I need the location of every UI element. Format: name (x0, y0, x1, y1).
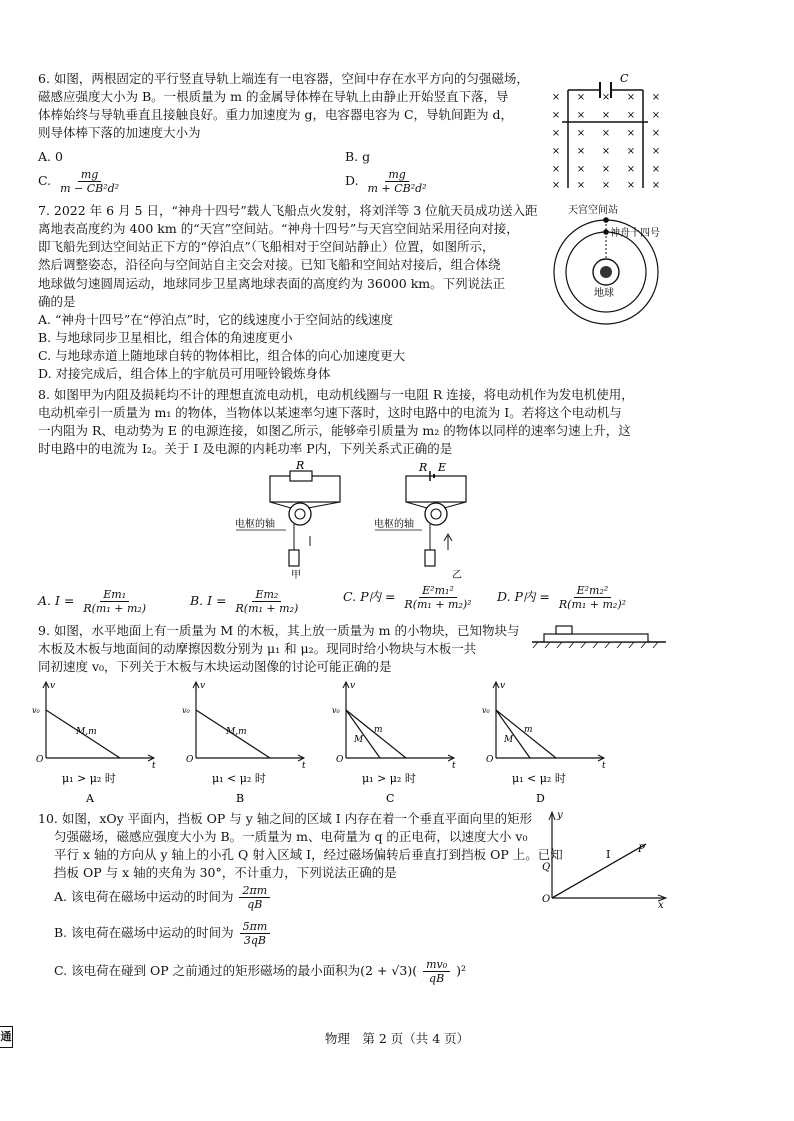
field-cross-icon: × (626, 164, 636, 175)
q6-option-d-den: m + CB²d² (367, 182, 427, 196)
field-cross-icon: × (601, 92, 611, 103)
q7-line-2: 离地表高度约为 400 km 的“天宫”空间站。“神舟十四号”与天宫空间站采用径向对接， (38, 221, 519, 237)
graph-condition: μ₁ > μ₂ 时 (62, 772, 116, 785)
field-cross-icon: × (551, 180, 561, 191)
q9-line-2: 木板及木板与地面间的动摩擦因数分别为 μ₁ 和 μ₂。现同时给小物块与木板一共 (38, 641, 477, 657)
q8-option-c-prefix: C. P内 = (343, 589, 396, 605)
q10-option-c (54, 958, 466, 985)
q6-option-c (38, 168, 124, 195)
v0-label: v₀ (32, 706, 40, 715)
graph-letter: A (86, 792, 94, 805)
graph-letter: C (386, 792, 395, 805)
q10-option-a-prefix: A. 该电荷在磁场中运动的时间为 (54, 889, 234, 905)
q6-option-c-num: mg (78, 168, 101, 182)
q8-option-a-prefix: A. I = (38, 593, 75, 609)
curve-label: M,m (76, 727, 97, 737)
t-axis-label: t (452, 761, 456, 771)
t-axis-label: t (302, 761, 306, 771)
q9-line-3: 同初速度 v₀，下列关于木板与木块运动图像的讨论可能正确的是 (38, 659, 392, 675)
q10-option-c-prefix: C. 该电荷在碰到 OP 之前通过的矩形磁场的最小面积为(2 + √3)( (54, 963, 418, 979)
q8-figure-yi (372, 462, 492, 582)
q10-option-a-num: 2πm (239, 884, 270, 898)
q9-board (544, 634, 648, 642)
q6-option-a: A. 0 (38, 149, 63, 164)
q10-line-1: 10. 如图，xOy 平面内，挡板 OP 与 y 轴之间的区域 I 内存在着一个垂直平面向里的矩形 (38, 811, 533, 826)
q6-line-3: 体棒始终与导轨垂直且接触良好。重力加速度为 g，电容器电容为 C，导轨间距为 d， (38, 107, 513, 123)
q8-option-d (497, 584, 631, 611)
origin-label: O (36, 755, 44, 765)
q8-option-b-num: Em₂ (252, 588, 281, 602)
field-cross-icon: × (576, 92, 586, 103)
q8-yi-r-label: R (419, 461, 428, 474)
q10-p-label: P (638, 844, 645, 855)
field-cross-icon: × (601, 110, 611, 121)
field-cross-icon: × (651, 146, 661, 157)
q8-line-1: 8. 如图甲为内阻及损耗均不计的理想直流电动机，电动机线圈与一电阻 R 连接，将电动机作为发电机使用， (38, 387, 634, 402)
question-6 (38, 70, 529, 143)
q8-option-c-num: E²m₁² (419, 584, 457, 598)
field-cross-icon: × (601, 164, 611, 175)
field-cross-icon: × (601, 146, 611, 157)
graph-letter: B (236, 792, 245, 805)
q7-option-c: C. 与地球赤道上随地球自转的物体相比，组合体的向心加速度更大 (38, 348, 406, 363)
v-axis-label: v (350, 681, 356, 691)
q6-line-4: 则导体棒下落的加速度大小为 (38, 125, 201, 141)
q8-option-d-prefix: D. P内 = (497, 589, 550, 605)
origin-label: O (486, 755, 494, 765)
field-cross-icon: × (626, 110, 636, 121)
q7-line-5: 地球做匀速圆周运动，地球同步卫星离地球表面的高度约为 36000 km。下列说法正 (38, 275, 506, 291)
q10-y-label: y (557, 810, 563, 821)
page-footer: 物理 第 2 页（共 4 页） (324, 1031, 470, 1046)
q7-option-a: A. “神舟十四号”在“停泊点”时，它的线速度小于空间站的线速度 (38, 311, 394, 327)
field-cross-icon: × (651, 110, 661, 121)
q10-line-2: 匀强磁场，磁感应强度大小为 B。一质量为 m、电荷量为 q 的正电荷，以速度大小 v₀ (54, 829, 528, 845)
q6-option-b: B. g (345, 149, 371, 164)
q8-jia-motor-icon (289, 503, 311, 525)
q9-vt-graphs (30, 676, 606, 810)
origin-label: O (186, 755, 194, 765)
field-cross-icon: × (551, 110, 561, 121)
q8-option-a (38, 588, 151, 615)
q10-xoy-figure (530, 808, 670, 911)
graph-condition: μ₁ > μ₂ 时 (362, 772, 416, 785)
q8-jia-weight (289, 550, 299, 566)
q10-q-label: Q (542, 862, 551, 873)
q8-option-d-num: E²m₂² (574, 584, 612, 598)
q6-capacitor-label: C (620, 72, 629, 85)
field-cross-icon: × (626, 128, 636, 139)
field-cross-icon: × (576, 146, 586, 157)
q10-region-label: I (606, 848, 611, 861)
field-cross-icon: × (576, 110, 586, 121)
q10-line-4: 挡板 OP 与 x 轴的夹角为 30°，不计重力，下列说法正确的是 (54, 865, 397, 881)
q8-yi-weight (425, 550, 435, 566)
q7-option-b: B. 与地球同步卫星相比，组合体的角速度更小 (38, 329, 293, 345)
q8-yi-axle-label: 电枢的轴 (374, 519, 414, 530)
q10-option-b-prefix: B. 该电荷在磁场中运动的时间为 (54, 925, 234, 941)
curve-label: M,m (226, 727, 247, 737)
q8-option-a-den: R(m₁ + m₂) (83, 602, 147, 616)
curve-label-M: M (504, 735, 514, 745)
curve-label-m: m (524, 725, 533, 735)
q8-jia-r-label: R (296, 459, 305, 472)
q8-yi-motor-icon (425, 503, 447, 525)
q6-line-1: 6. 如图，两根固定的平行竖直导轨上端连有一电容器，空间中存在水平方向的匀强磁场， (38, 71, 529, 86)
q8-yi-caption: 乙 (452, 570, 462, 581)
field-cross-icon: × (651, 164, 661, 175)
graph-condition: μ₁ < μ₂ 时 (212, 772, 266, 785)
graph-letter: D (536, 792, 545, 805)
question-10 (38, 810, 563, 883)
v0-label: v₀ (332, 706, 340, 715)
q10-option-b-den: 3qB (243, 934, 267, 948)
q7-ship-label: 神舟十四号 (610, 228, 660, 239)
question-9 (38, 622, 519, 676)
field-cross-icon: × (626, 92, 636, 103)
q6-line-2: 磁感应强度大小为 B。一根质量为 m 的金属导体棒在导轨上由静止开始竖直下落，导 (38, 89, 509, 105)
binding-edge-mark: 通 (0, 1026, 13, 1048)
curve-label-m: m (374, 725, 383, 735)
field-cross-icon: × (626, 180, 636, 191)
q8-option-b-den: R(m₁ + m₂) (235, 602, 299, 616)
q6-option-d-num: mg (385, 168, 408, 182)
question-7 (38, 202, 538, 383)
q10-option-c-num: mv₀ (423, 958, 450, 972)
v0-label: v₀ (182, 706, 190, 715)
v-axis-label: v (50, 681, 56, 691)
field-cross-icon: × (576, 180, 586, 191)
q10-x-label: x (658, 900, 664, 911)
q8-figure-jia (228, 459, 348, 582)
q10-line-3: 平行 x 轴的方向从 y 轴上的小孔 Q 射入区域 I，经过磁场偏转后垂直打到挡板 OP 上。已知 (54, 847, 563, 863)
q7-earth-core (600, 266, 612, 278)
q8-jia-axle-label: 电枢的轴 (235, 519, 275, 530)
q10-option-a (54, 884, 272, 911)
field-cross-icon: × (651, 180, 661, 191)
curve-label-M: M (354, 735, 364, 745)
q7-earth-label: 地球 (594, 288, 614, 299)
field-cross-icon: × (576, 164, 586, 175)
q10-option-b-num: 5πm (240, 920, 271, 934)
q7-line-1: 7. 2022 年 6 月 5 日，“神舟十四号”载人飞船点火发射，将刘洋等 3 位航天员成功送入距 (38, 203, 538, 218)
q8-option-a-num: Em₁ (100, 588, 129, 602)
q7-line-4: 然后调整姿态，沿径向与空间站自主交会对接。已知飞船和空间站对接后，组合体绕 (38, 257, 501, 273)
t-axis-label: t (602, 761, 606, 771)
field-cross-icon: × (551, 128, 561, 139)
field-cross-icon: × (551, 146, 561, 157)
q8-option-b (190, 588, 303, 615)
q10-baffle-op (552, 844, 646, 898)
q10-origin-label: O (542, 894, 551, 905)
q8-line-4: 时电路中的电流为 I₂。关于 I 及电源的内耗功率 P内，下列关系式正确的是 (38, 441, 453, 457)
q6-capacitor-rail-figure (548, 70, 678, 192)
field-cross-icon: × (551, 92, 561, 103)
field-cross-icon: × (576, 128, 586, 139)
v0-label: v₀ (482, 706, 490, 715)
t-axis-label: t (152, 761, 156, 771)
q8-option-c-den: R(m₁ + m₂)² (404, 598, 472, 612)
v-axis-label: v (200, 681, 206, 691)
field-cross-icon: × (601, 128, 611, 139)
field-cross-icon: × (551, 164, 561, 175)
q9-line-1: 9. 如图，水平地面上有一质量为 M 的木板，其上放一质量为 m 的小物块，已知物块与 (38, 623, 520, 638)
v-axis-label: v (500, 681, 506, 691)
q6-option-d (345, 168, 432, 195)
q10-option-b (54, 920, 272, 947)
q8-jia-resistor (290, 471, 312, 481)
q7-option-d: D. 对接完成后，组合体上的宇航员可用哑铃锻炼身体 (38, 366, 331, 382)
q8-line-3: 一内阻为 R、电动势为 E 的电源连接，如图乙所示，能够牵引质量为 m₂ 的物体以同样的速率匀速上升，这 (38, 423, 631, 439)
q6-option-c-den: m − CB²d² (60, 182, 120, 196)
q9-board-figure (530, 622, 670, 652)
q6-option-c-prefix: C. (38, 173, 52, 189)
q7-station-label: 天宫空间站 (568, 205, 618, 216)
q7-line-6: 确的是 (38, 293, 76, 309)
q10-option-c-den: qB (429, 972, 445, 986)
field-cross-icon: × (651, 128, 661, 139)
q7-line-3: 即飞船先到达空间站正下方的“停泊点”（飞船相对于空间站静止）位置，如图所示， (38, 239, 495, 255)
field-cross-icon: × (651, 92, 661, 103)
q8-option-b-prefix: B. I = (190, 593, 227, 609)
q8-option-c (343, 584, 477, 611)
q7-orbit-figure (548, 200, 668, 330)
q8-line-2: 电动机牵引一质量为 m₁ 的物体，当物体以某速率匀速下落时，这时电路中的电流为 I。若将这个电动机与 (38, 405, 622, 421)
graph-condition: μ₁ < μ₂ 时 (512, 772, 566, 785)
question-8 (38, 386, 634, 459)
q10-option-c-suffix: )² (456, 963, 467, 979)
q10-option-a-den: qB (247, 898, 263, 912)
q6-option-d-prefix: D. (345, 173, 359, 189)
q9-block (556, 626, 572, 634)
q8-option-d-den: R(m₁ + m₂)² (558, 598, 627, 612)
field-cross-icon: × (626, 146, 636, 157)
q8-yi-e-label: E (438, 461, 447, 474)
field-cross-icon: × (601, 180, 611, 191)
origin-label: O (336, 755, 344, 765)
q8-jia-caption: 甲 (291, 570, 301, 581)
